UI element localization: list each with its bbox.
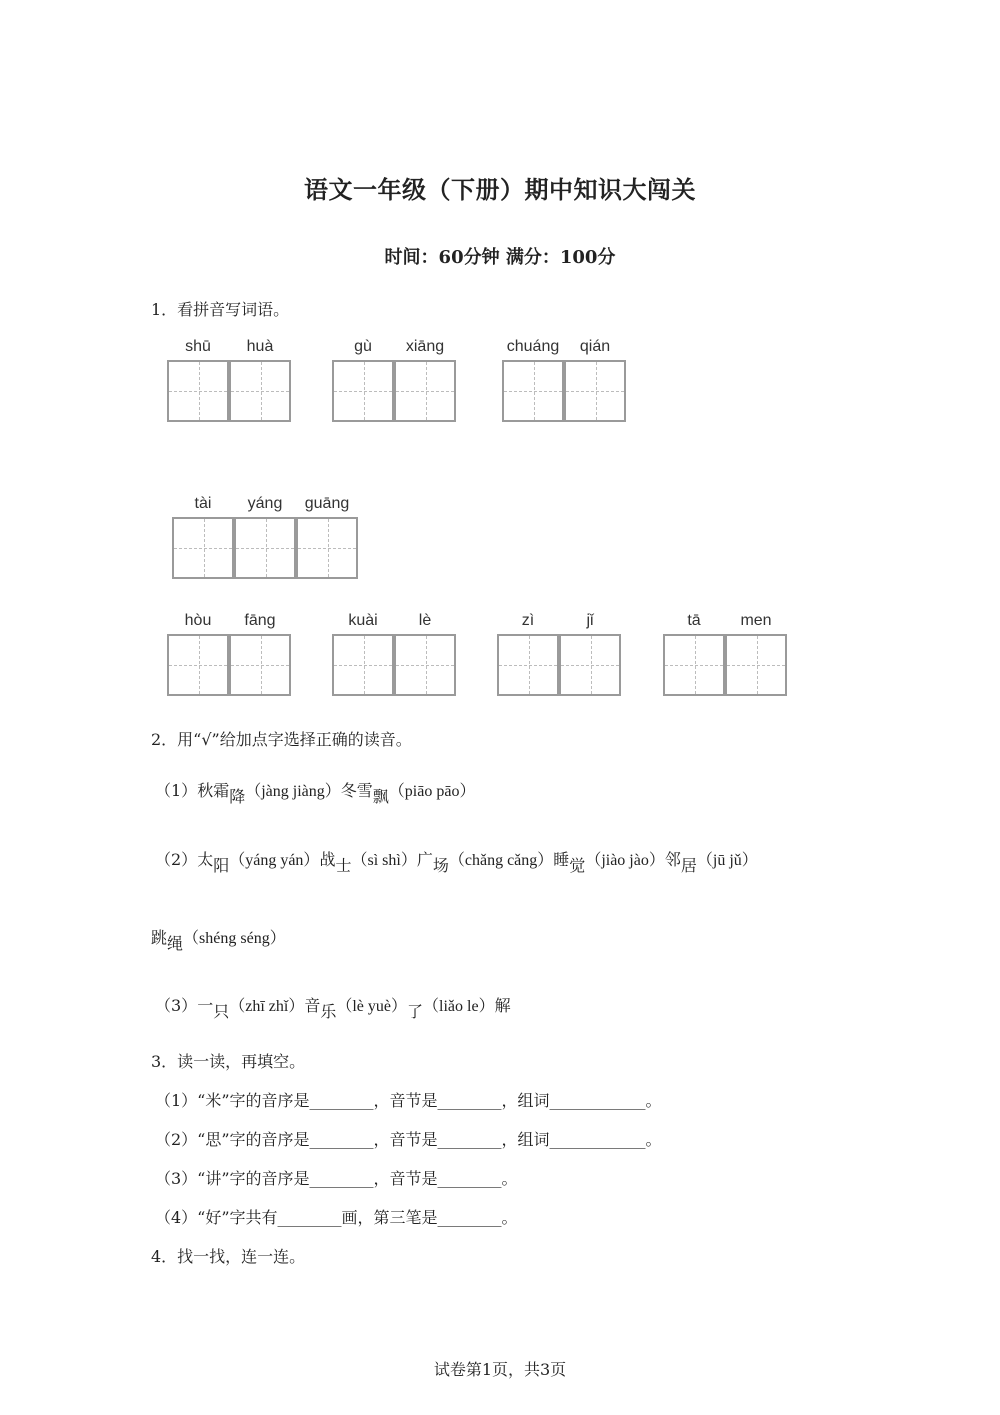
writing-box[interactable] xyxy=(663,634,725,696)
pronunciation-options[interactable]: （jū jǔ） xyxy=(696,852,758,869)
word-text: 太 xyxy=(197,850,214,869)
pronunciation-options[interactable]: （piāo pāo） xyxy=(388,783,476,800)
word-text: 跳 xyxy=(151,928,168,947)
word-text: 战 xyxy=(319,850,336,869)
word-text: 广 xyxy=(416,850,433,869)
writing-box[interactable] xyxy=(332,634,394,696)
fill-in-line-3[interactable]: （3）“讲”字的音序是________，音节是________。 xyxy=(155,1169,518,1188)
dotted-char: 阳 xyxy=(213,856,230,875)
writing-box[interactable] xyxy=(229,634,291,696)
word-text: 秋霜 xyxy=(197,781,230,800)
pinyin-label: fāng xyxy=(244,612,276,629)
writing-box[interactable] xyxy=(167,634,229,696)
word-text: 解 xyxy=(494,996,511,1015)
dotted-char: 降 xyxy=(229,787,246,806)
question-1-prompt: 1．看拼音写词语。 xyxy=(151,300,290,319)
item-number: （1） xyxy=(155,781,198,800)
pinyin-label: jǐ xyxy=(586,612,594,629)
pronunciation-options[interactable]: （lè yuè） xyxy=(336,998,408,1015)
dotted-char: 飘 xyxy=(372,787,389,806)
writing-box[interactable] xyxy=(497,634,559,696)
dotted-char: 只 xyxy=(213,1002,230,1021)
writing-box[interactable] xyxy=(559,634,621,696)
fill-in-line-1[interactable]: （1）“米”字的音序是________，音节是________，组词____________。 xyxy=(155,1091,662,1110)
writing-box[interactable] xyxy=(725,634,787,696)
pinyin-label: lè xyxy=(418,612,432,629)
word-text: 一 xyxy=(197,996,214,1015)
question-2-prompt: 2．用“√”给加点字选择正确的读音。 xyxy=(151,730,412,749)
dotted-char: 了 xyxy=(407,1002,424,1021)
dotted-char: 居 xyxy=(680,856,697,875)
pinyin-label: tā xyxy=(687,612,701,629)
pinyin-label: zì xyxy=(521,612,535,629)
item-number: （3） xyxy=(155,996,198,1015)
pronunciation-options[interactable]: （zhī zhǐ） xyxy=(229,998,305,1015)
writing-box[interactable] xyxy=(234,517,296,579)
pinyin-label: hòu xyxy=(184,612,212,629)
pinyin-label: xiāng xyxy=(405,338,445,355)
writing-box[interactable] xyxy=(394,360,456,422)
pinyin-label: guāng xyxy=(304,495,350,512)
writing-box[interactable] xyxy=(394,634,456,696)
question-2-item-1 xyxy=(155,779,475,804)
pinyin-label: kuài xyxy=(348,612,378,629)
writing-box[interactable] xyxy=(296,517,358,579)
dotted-char: 士 xyxy=(335,856,352,875)
exam-time-score: 时间：60分钟 满分：100分 xyxy=(384,247,616,268)
writing-box[interactable] xyxy=(229,360,291,422)
pinyin-label: yáng xyxy=(247,495,283,512)
writing-box[interactable] xyxy=(332,360,394,422)
pinyin-label: men xyxy=(740,612,772,629)
pronunciation-options[interactable]: （jàng jiàng） xyxy=(245,783,341,800)
item-number: （2） xyxy=(155,850,198,869)
pinyin-label: chuáng xyxy=(506,338,560,355)
writing-box[interactable] xyxy=(502,360,564,422)
pinyin-label: huà xyxy=(246,338,274,355)
dotted-char: 乐 xyxy=(320,1002,337,1021)
writing-box[interactable] xyxy=(172,517,234,579)
fill-in-line-4[interactable]: （4）“好”字共有________画，第三笔是________。 xyxy=(155,1208,518,1227)
page-title: 语文一年级（下册）期中知识大闯关 xyxy=(304,175,696,204)
pronunciation-options[interactable]: （yáng yán） xyxy=(229,852,320,869)
pinyin-label: shū xyxy=(185,338,211,355)
writing-box[interactable] xyxy=(564,360,626,422)
dotted-char: 绳 xyxy=(167,934,184,953)
word-text: 睡 xyxy=(553,850,570,869)
word-text: 邻 xyxy=(664,850,681,869)
pronunciation-options[interactable]: （sì shì） xyxy=(351,852,417,869)
word-text: 冬雪 xyxy=(340,781,373,800)
question-3-prompt: 3．读一读，再填空。 xyxy=(151,1052,306,1071)
page-footer: 试卷第1页，共3页 xyxy=(433,1360,567,1379)
pinyin-label: qián xyxy=(579,338,611,355)
fill-in-line-2[interactable]: （2）“思”字的音序是________，音节是________，组词____________。 xyxy=(155,1130,662,1149)
question-2-item-3 xyxy=(155,994,511,1019)
pinyin-label: tài xyxy=(194,495,212,512)
dotted-char: 场 xyxy=(432,856,449,875)
pinyin-label: gù xyxy=(354,338,372,355)
question-4-prompt: 4．找一找，连一连。 xyxy=(151,1247,306,1266)
pronunciation-options[interactable]: （liǎo le） xyxy=(423,998,495,1015)
pronunciation-options[interactable]: （chǎng cǎng） xyxy=(448,852,554,869)
question-2-item-2-cont xyxy=(151,926,286,951)
pronunciation-options[interactable]: （jiào jào） xyxy=(585,852,665,869)
writing-box[interactable] xyxy=(167,360,229,422)
dotted-char: 觉 xyxy=(569,856,586,875)
pronunciation-options[interactable]: （shéng séng） xyxy=(183,930,286,947)
word-text: 音 xyxy=(304,996,321,1015)
question-2-item-2 xyxy=(155,848,758,873)
